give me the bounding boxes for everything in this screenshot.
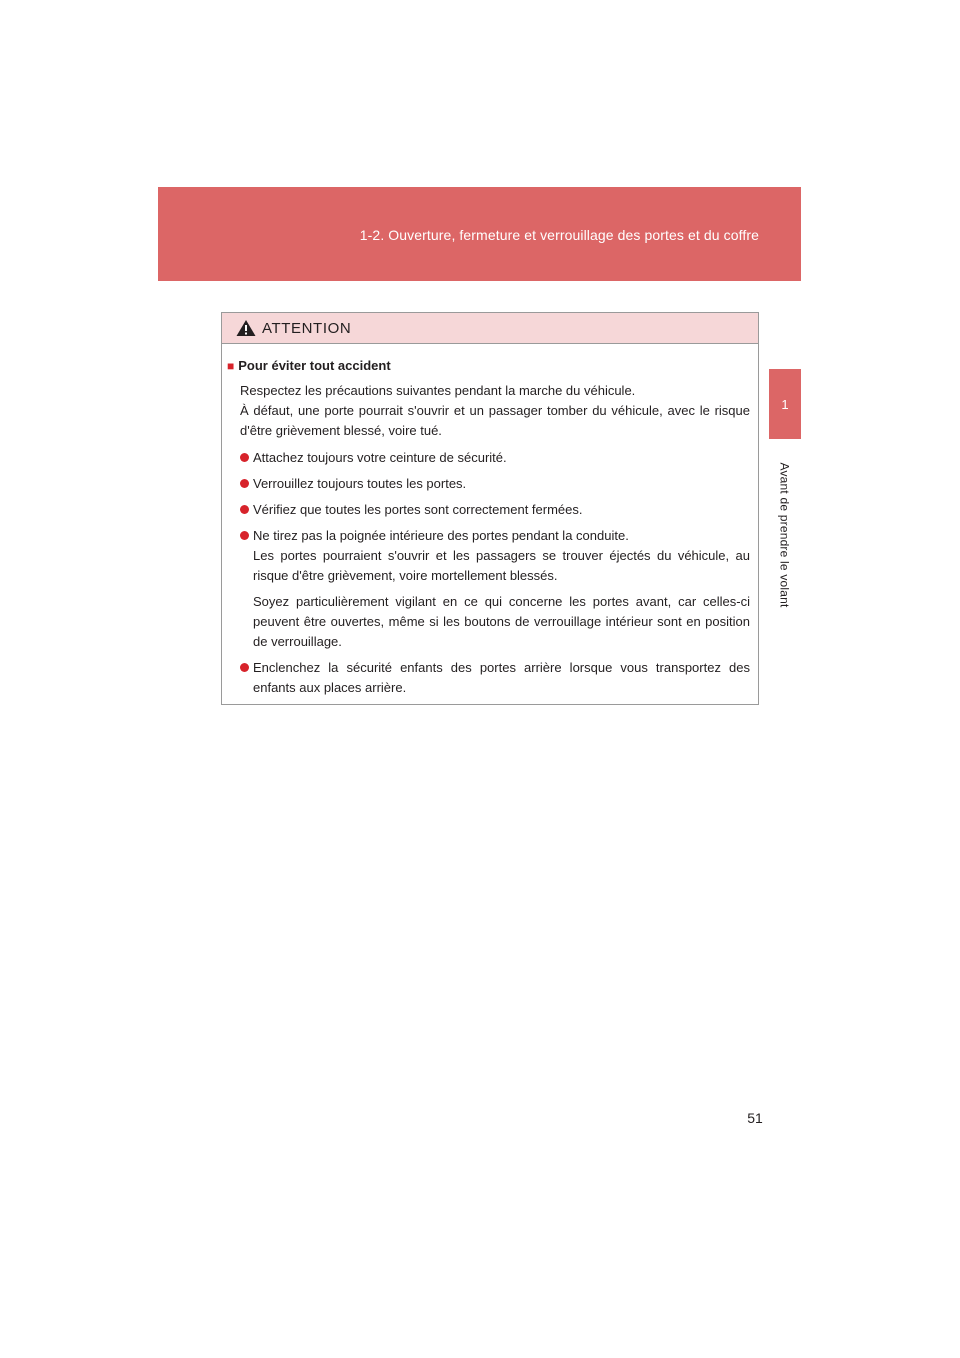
dot-bullet-icon — [240, 453, 249, 462]
page-number: 51 — [747, 1110, 763, 1126]
intro-line: À défaut, une porte pourrait s'ouvrir et un passager tomber du véhicule, avec le risque d'être grièvement blessé, voire tué. — [240, 403, 750, 438]
warning-triangle-icon — [236, 319, 256, 337]
list-item — [240, 658, 750, 698]
list-item-text: Enclenchez la sécurité enfants des portes arrière lorsque vous transportez des enfants aux places arrière. — [253, 660, 750, 695]
chapter-side-label — [770, 450, 800, 620]
list-item — [240, 448, 750, 468]
list-item-text: Attachez toujours votre ceinture de sécurité. — [253, 450, 507, 465]
square-bullet-icon: ■ — [227, 359, 235, 373]
precaution-list — [240, 448, 750, 698]
chapter-label-text: Avant de prendre le volant — [778, 462, 793, 608]
intro-line: Respectez les précautions suivantes pendant la marche du véhicule. — [240, 383, 636, 398]
section-heading — [227, 356, 750, 376]
dot-bullet-icon — [240, 505, 249, 514]
header-band — [158, 187, 801, 281]
list-item-text — [253, 526, 750, 586]
warning-body — [222, 344, 758, 704]
list-item-text: Vérifiez que toutes les portes sont correctement fermées. — [253, 502, 583, 517]
warning-box — [221, 312, 759, 705]
list-item — [240, 500, 750, 520]
warning-header — [222, 313, 758, 344]
dot-bullet-icon — [240, 531, 249, 540]
chapter-tab: 1 — [769, 369, 801, 439]
list-item-extra: Soyez particulièrement vigilant en ce qui concerne les portes avant, car celles-ci peuvent être ouvertes, même si les boutons de verrouillage intérieur sont en position de verrouillage. — [253, 594, 750, 649]
list-item-continuation: Les portes pourraient s'ouvrir et les passagers se trouver éjectés du véhicule, au risque d'être grièvement, voire mortellement blessés. — [253, 548, 750, 583]
intro-paragraph — [240, 381, 750, 441]
dot-bullet-icon — [240, 479, 249, 488]
section-title: 1-2. Ouverture, fermeture et verrouillage des portes et du coffre — [359, 227, 759, 243]
warning-title: ATTENTION — [262, 319, 352, 337]
list-item — [240, 474, 750, 494]
list-item-first-line: Ne tirez pas la poignée intérieure des portes pendant la conduite. — [253, 528, 629, 543]
section-heading-text: Pour éviter tout accident — [238, 358, 391, 373]
dot-bullet-icon — [240, 663, 249, 672]
list-item-text: Verrouillez toujours toutes les portes. — [253, 476, 467, 491]
list-item — [240, 526, 750, 652]
